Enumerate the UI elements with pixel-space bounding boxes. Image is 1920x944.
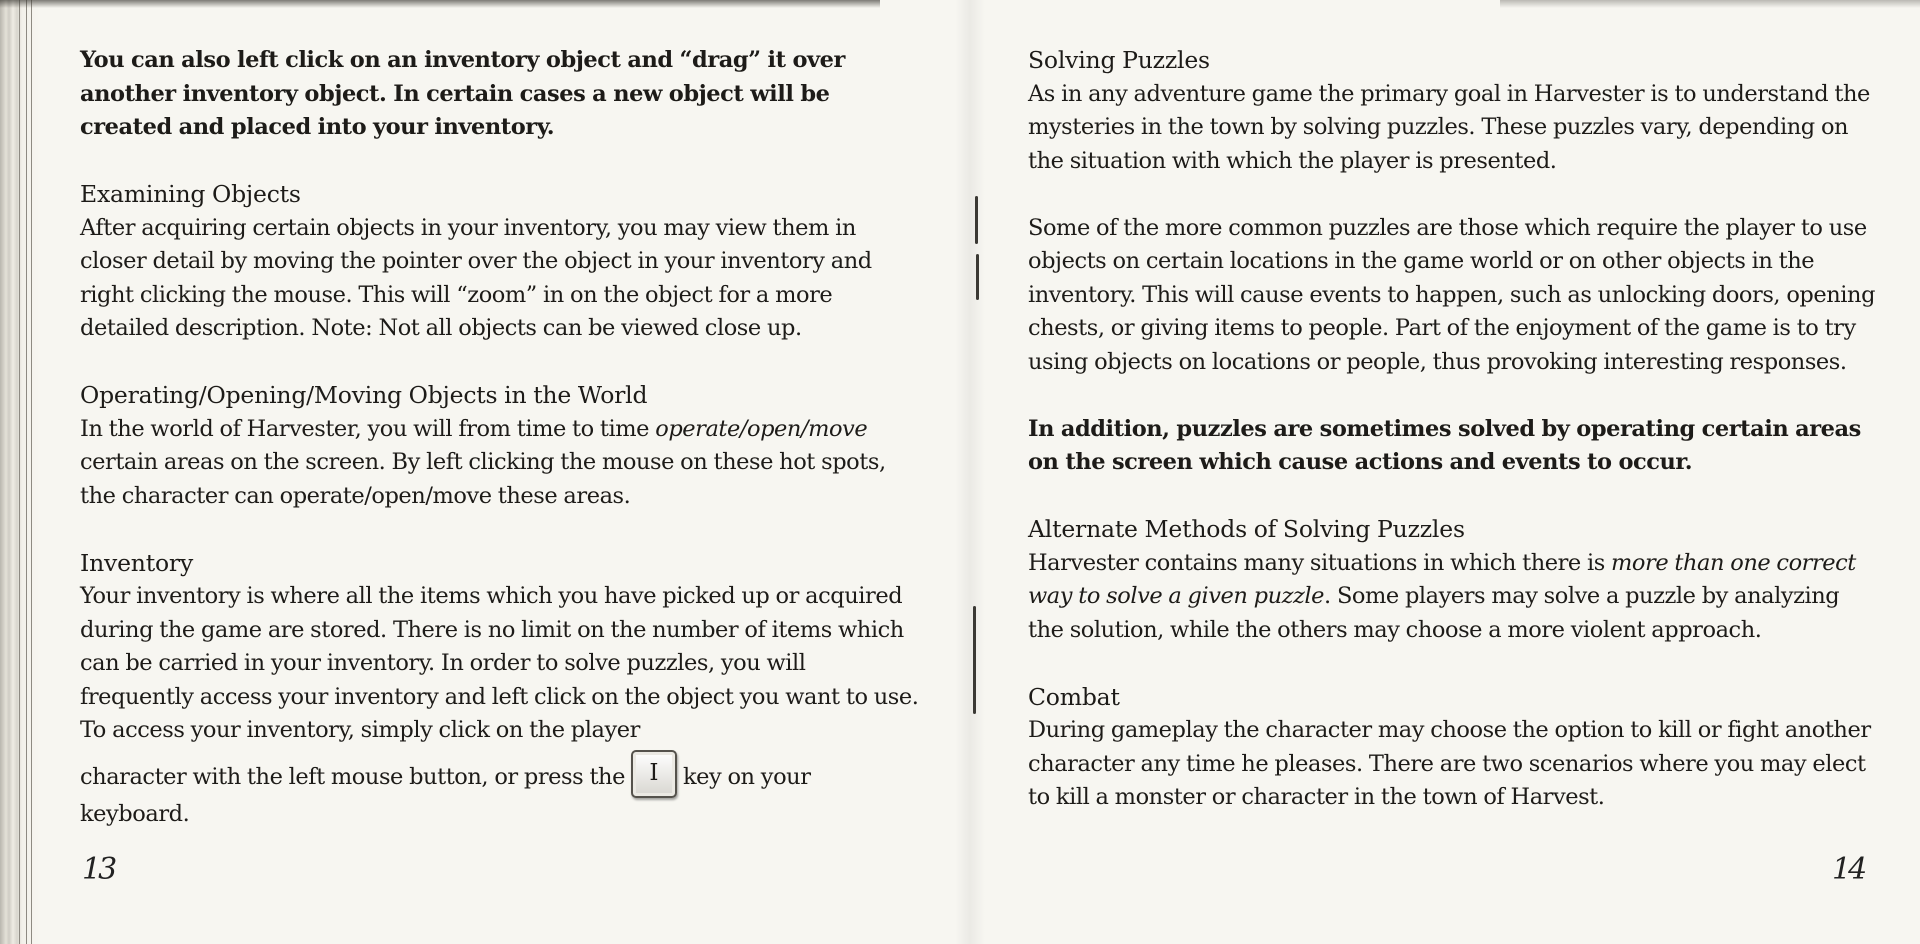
left-page bbox=[80, 44, 925, 831]
body-text-end: certain areas on the screen. By left clicking the mouse on these hot spots, the character can operate/open/move these areas. bbox=[80, 449, 886, 509]
body-text-start: Harvester contains many situations in which there is bbox=[1028, 549, 1612, 576]
emphasis-text: more than one correct way to solve a given puzzle bbox=[1028, 549, 1856, 609]
section-body: After acquiring certain objects in your inventory, you may view them in closer detail by moving the pointer over the object in your inventory and right clicking the mouse. This will “zoom” in on the object for a more detailed description. Note: Not all objects can be viewed close up. bbox=[80, 214, 872, 341]
key-text-before: character with the left mouse button, or press the bbox=[80, 763, 625, 790]
section-body bbox=[1028, 547, 1880, 648]
page-edge-line bbox=[26, 0, 27, 944]
section-heading: Alternate Methods of Solving Puzzles bbox=[1028, 515, 1465, 543]
intro-paragraph: You can also left click on an inventory object and “drag” it over another inventory object. In certain cases a new object will be created and placed into your inventory. bbox=[80, 47, 845, 140]
binding-staple bbox=[975, 196, 978, 244]
key-text-after: key on your keyboard. bbox=[80, 763, 811, 827]
top-edge-shadow bbox=[1500, 0, 1920, 8]
section-heading: Solving Puzzles bbox=[1028, 46, 1210, 74]
section-heading: Operating/Opening/Moving Objects in the World bbox=[80, 381, 648, 409]
binding-staple bbox=[973, 606, 976, 714]
body-text-start: In the world of Harvester, you will from time to time bbox=[80, 415, 656, 442]
section-heading: Examining Objects bbox=[80, 180, 301, 208]
solving-section bbox=[1028, 44, 1880, 178]
page-edge-line bbox=[19, 0, 20, 944]
addition-paragraph: In addition, puzzles are sometimes solved by operating certain areas on the screen which cause actions and events to occur. bbox=[1028, 415, 1861, 475]
section-heading: Combat bbox=[1028, 682, 1120, 711]
section-body: Your inventory is where all the items which you have picked up or acquired during the game are stored. There is no limit on the number of items which can be carried in your inventory. In order to solve puzzles, you will frequently access your inventory and left click on the object you want to use. To access your inventory, simply click on the player bbox=[80, 583, 919, 743]
operating-section bbox=[80, 379, 925, 513]
binding-staple bbox=[976, 254, 979, 300]
section-body bbox=[80, 413, 925, 514]
page-number-left: 13 bbox=[82, 852, 115, 887]
key-instruction bbox=[80, 758, 925, 832]
page-number-right: 14 bbox=[1832, 852, 1865, 887]
right-page bbox=[1028, 44, 1880, 815]
section-body: As in any adventure game the primary goal in Harvester is to understand the mysteries in the town by solving puzzles. These puzzles vary, depending on the situation with which the player is presented. bbox=[1028, 80, 1870, 174]
keyboard-key-icon: I bbox=[631, 750, 677, 798]
examining-section bbox=[80, 178, 925, 346]
page-edge-shadow bbox=[0, 0, 40, 944]
inventory-section bbox=[80, 547, 925, 832]
common-puzzles-paragraph: Some of the more common puzzles are those which require the player to use objects on certain locations in the game world or on other objects in the inventory. This will cause events to happen, such as unlocking doors, opening chests, or giving items to people. Part of the enjoyment of the game is to try using objects on locations or people, thus provoking interesting responses. bbox=[1028, 214, 1876, 375]
body-text-end: . Some players may solve a puzzle by analyzing the solution, while the others may choose a more violent approach. bbox=[1028, 583, 1840, 643]
alternate-section bbox=[1028, 513, 1880, 647]
section-heading: Inventory bbox=[80, 548, 194, 577]
combat-section bbox=[1028, 681, 1880, 815]
section-body: During gameplay the character may choose the option to kill or fight another character any time he pleases. There are two scenarios where you may elect to kill a monster or character in the town of Harvest. bbox=[1028, 717, 1871, 810]
book-gutter bbox=[955, 0, 985, 944]
top-edge-shadow bbox=[0, 0, 880, 8]
page-edge-line bbox=[31, 0, 32, 944]
emphasis-text: operate/open/move bbox=[655, 415, 868, 442]
